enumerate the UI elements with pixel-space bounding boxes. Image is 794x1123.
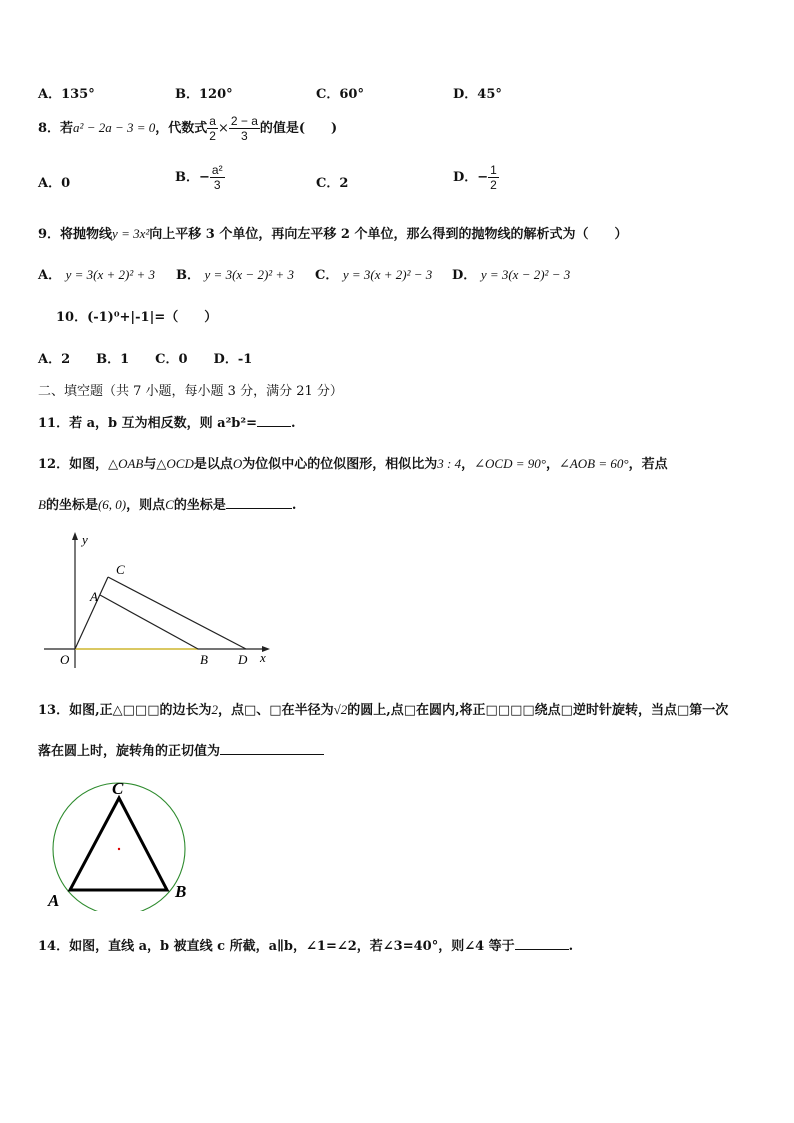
q9-suffix: 向上平移 3 个单位，再向左平移 2 个单位，那么得到的抛物线的解析式为（ ） <box>149 227 628 242</box>
q8-fraction-2: $\frac{2 - a}{3}$ <box>230 114 258 143</box>
question-13-line-2: 落在圆上时，旋转角的正切值为 <box>38 740 324 759</box>
label-c: C <box>116 562 125 577</box>
question-10: 10．(-1)⁰+|-1|=（ ） <box>56 310 218 325</box>
q9-option-c: C． y = 3(x + 2)² − 3 <box>315 267 433 283</box>
q8-mid: ，代数式 <box>155 121 208 136</box>
label-c: C <box>112 779 124 798</box>
q12-answer-blank[interactable] <box>226 496 292 509</box>
q8-option-a: A．0 <box>38 176 71 191</box>
question-12-line-2: B的坐标是(6, 0)，则点C的坐标是 . <box>38 497 297 513</box>
label-a: A <box>90 589 98 604</box>
q8-fraction-1: $\frac{a}{2}$ <box>209 114 216 143</box>
label-a: A <box>48 891 60 910</box>
q14-answer-blank[interactable] <box>515 937 569 950</box>
question-9 <box>38 223 627 242</box>
q7-option-c: C．60° <box>316 87 364 102</box>
q8-equation: a² − 2a − 3 = 0 <box>73 120 156 135</box>
q9-prefix: 9．将抛物线 <box>38 227 113 242</box>
q8-option-d: D．− $\frac{1}{2}$ <box>453 163 497 192</box>
q7-option-d: D．45° <box>453 87 502 102</box>
label-y: y <box>82 532 88 547</box>
q8-suffix: 的值是( ) <box>259 121 338 136</box>
label-o: O <box>60 652 70 667</box>
q10-options: A．2 B．1 C．0 D．-1 <box>38 352 253 367</box>
q9-option-a: A． y = 3(x + 2)² + 3 <box>38 267 156 283</box>
circle-center <box>118 848 120 850</box>
q8-option-c: C．2 <box>316 176 349 191</box>
q9-option-d: D． y = 3(x − 2)² − 3 <box>452 267 571 283</box>
question-14: 14．如图，直线 a，b 被直线 c 所截，a∥b，∠1=∠2，若∠3=40°，则∠4 等于 . <box>38 939 574 954</box>
q11-answer-blank[interactable] <box>257 414 291 427</box>
q8-prefix: 8．若 <box>38 121 74 136</box>
q9-option-b: B． y = 3(x − 2)² + 3 <box>176 267 294 283</box>
q7-option-b: B．120° <box>175 87 233 102</box>
segment-oc <box>75 577 108 649</box>
question-11: 11．若 a，b 互为相反数，则 a²b²= . <box>38 416 296 431</box>
label-b: B <box>200 652 208 667</box>
q13-answer-blank[interactable] <box>220 742 324 755</box>
q7-option-a: A．135° <box>38 87 95 102</box>
circle <box>53 783 185 911</box>
section-2-title: 二、填空题（共 7 小题，每小题 3 分，满分 21 分） <box>38 384 343 399</box>
q8-option-b: B．− $\frac{\text{a²}}{3}$ <box>175 163 223 192</box>
q13-figure <box>40 776 200 911</box>
label-d: D <box>238 652 248 667</box>
segment-ab <box>100 595 198 649</box>
y-axis-arrow <box>72 532 78 540</box>
label-x: x <box>260 650 266 665</box>
q8-times: × <box>217 121 229 136</box>
question-13-line-1: 13．如图,正△□□□的边长为2，点□、□在半径为√2的圆上,点□在圆内,将正□□□□绕点□逆时针旋转，当点□第一次 <box>38 702 729 718</box>
equilateral-triangle <box>70 798 167 890</box>
label-b: B <box>175 882 187 901</box>
question-8 <box>38 110 337 147</box>
q12-figure <box>38 530 278 670</box>
question-12-line-1: 12．如图，△OAB与△OCD是以点O为位似中心的位似图形，相似比为3 : 4，∠OCD = 90°，∠AOB = 60°，若点 <box>38 456 668 472</box>
segment-cd <box>108 577 246 649</box>
q9-parabola: y = 3x² <box>112 226 150 241</box>
